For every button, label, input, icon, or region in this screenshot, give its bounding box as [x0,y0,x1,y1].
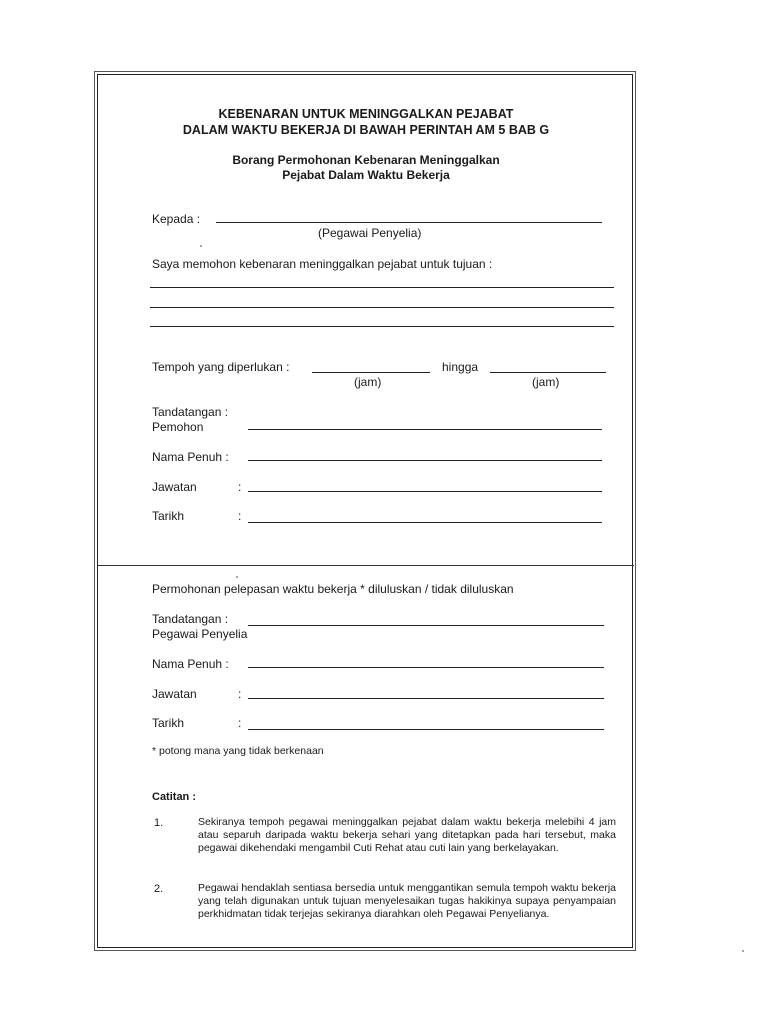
kepada-input-line[interactable] [216,222,602,223]
kepada-label: Kepada : [152,212,201,226]
duration-to-hint: (jam) [532,375,560,389]
supervisor-signature-label: Tandatangan : [152,612,229,626]
approval-status-text: Permohonan pelepasan waktu bekerja * diluluskan / tidak diluluskan [152,582,514,596]
note-2-number: 2. [154,883,164,895]
until-label: hingga [442,360,479,374]
applicant-signature-label-2: Pemohon [152,420,204,434]
supervisor-name-label: Nama Penuh : [152,657,229,671]
section-divider [98,565,634,566]
applicant-name-line[interactable] [248,460,602,461]
supervisor-date-label: Tarikh [152,716,185,730]
supervisor-position-colon: : [238,687,242,701]
footnote: * potong mana yang tidak berkenaan [152,745,324,757]
duration-to-line[interactable] [490,372,606,373]
form-title-line1: KEBENARAN UNTUK MENINGGALKAN PEJABAT [218,107,514,121]
supervisor-date-colon: : [238,716,242,730]
applicant-position-colon: : [238,480,242,494]
note-2-text: Pegawai hendaklah sentiasa bersedia untuk menggantikan semula tempoh waktu bekerja yang telah digunakan untuk tujuan menyelesaikan tugas hakikinya supaya penyampaian perkhidmatan tidak terjejas sekiranya diarahkan oleh Pegawai Penyelianya. [198,882,616,920]
applicant-date-colon: : [238,509,242,523]
applicant-signature-line[interactable] [248,429,602,430]
supervisor-signature-line[interactable] [248,625,604,626]
note-1-number: 1. [154,817,164,829]
form-subtitle-line2: Pejabat Dalam Waktu Bekerja [282,168,450,182]
duration-from-line[interactable] [312,372,430,373]
purpose-line-2[interactable] [150,307,614,308]
applicant-date-label: Tarikh [152,509,185,523]
purpose-line-3[interactable] [150,326,614,327]
supervisor-name-line[interactable] [248,667,604,668]
applicant-name-label: Nama Penuh : [152,450,229,464]
notes-heading: Catitan : [152,791,196,803]
purpose-label: Saya memohon kebenaran meninggalkan pejabat untuk tujuan : [152,257,493,271]
scan-speck [236,576,238,578]
purpose-line-1[interactable] [150,287,614,288]
note-1-text: Sekiranya tempoh pegawai meninggalkan pejabat dalam waktu bekerja melebihi 4 jam atau separuh daripada waktu bekerja sehari yang ditetapkan pada hari tersebut, maka pegawai dikehendaki mengambil Cuti Rehat atau cuti lain yang berkelayakan. [198,816,616,854]
duration-from-hint: (jam) [354,375,382,389]
applicant-date-line[interactable] [248,522,602,523]
leave-permission-form [97,74,633,948]
scan-speck [742,950,744,952]
applicant-position-line[interactable] [248,491,602,492]
supervisor-signature-label-2: Pegawai Penyelia [152,627,248,641]
form-title-line2: DALAM WAKTU BEKERJA DI BAWAH PERINTAH AM 5 BAB G [182,123,550,137]
supervisor-position-line[interactable] [248,698,604,699]
applicant-position-label: Jawatan [152,480,197,494]
form-subtitle-line1: Borang Permohonan Kebenaran Meninggalkan [232,153,500,167]
scan-speck [200,245,202,247]
kepada-hint: (Pegawai Penyelia) [318,226,422,240]
supervisor-date-line[interactable] [248,729,604,730]
duration-label: Tempoh yang diperlukan : [152,360,290,374]
supervisor-position-label: Jawatan [152,687,197,701]
applicant-signature-label: Tandatangan : [152,405,229,419]
